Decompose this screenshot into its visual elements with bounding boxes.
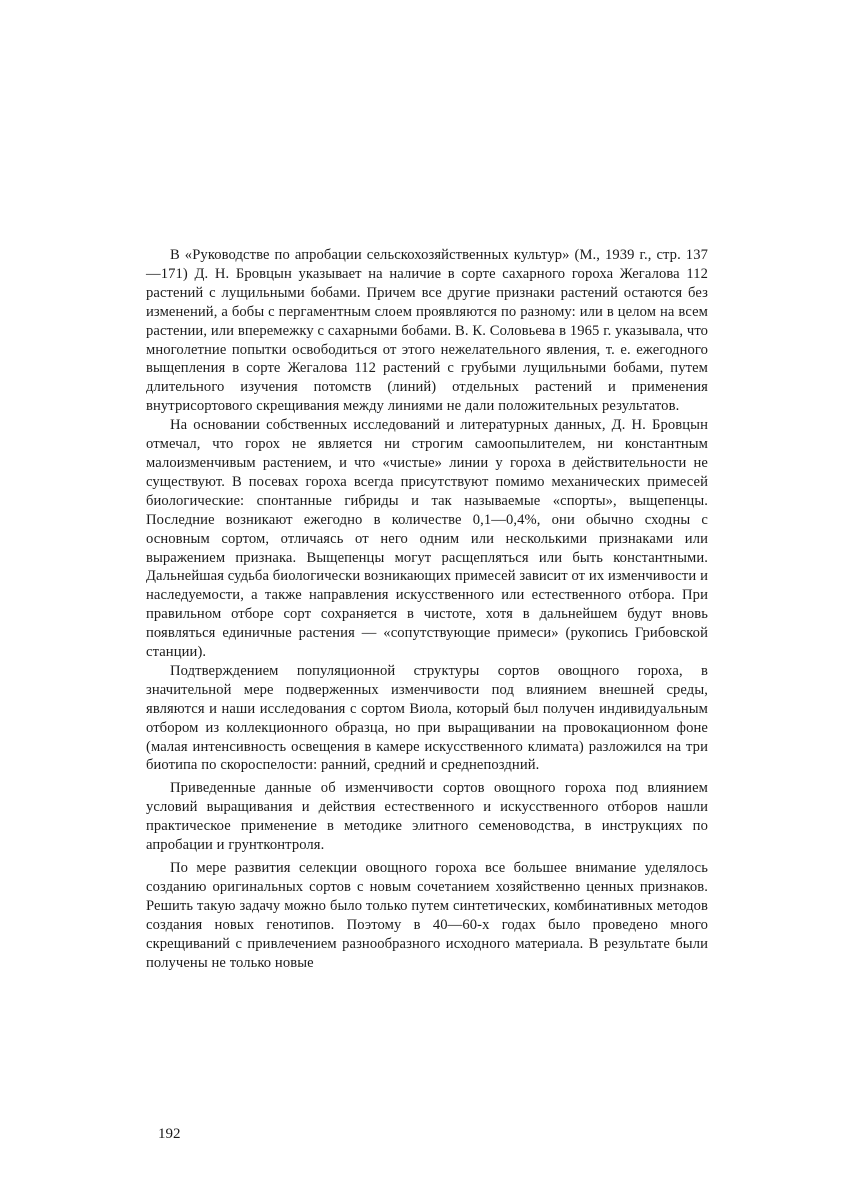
paragraph-3: Подтверждением популяционной структуры сортов овощного гороха, в значительной мере подверженных изменчивости под влиянием внешней среды, являются и наши исследования с сортом Виола, который был получен индивидуальным отбором из коллекционного образца, но при выращивании на провокационном фоне (малая интенсивность освещения в камере искусственного климата) разложился на три биотипа по скороспелости: ранний, средний и среднепоздний. <box>146 662 708 774</box>
paragraph-5: По мере развития селекции овощного гороха все большее внимание уделялось созданию оригинальных сортов с новым сочетанием хозяйственно ценных признаков. Решить такую задачу можно было только путем синтетических, комбинативных методов создания новых генотипов. Поэтому в 40—60-х годах было проведено много скрещиваний с привлечением разнообразного исходного материала. В результате были получены не только новые <box>146 860 708 971</box>
body-text <box>146 246 708 972</box>
paragraph-4: Приведенные данные об изменчивости сортов овощного гороха под влиянием условий выращивания и действия естественного и искусственного отборов нашли практическое применение в методике элитного семеноводства, в инструкциях по апробации и грунтконтроля. <box>146 780 708 854</box>
page-number: 192 <box>158 1126 181 1142</box>
paragraph-2: На основании собственных исследований и литературных данных, Д. Н. Бровцын отмечал, что горох не является ни строгим самоопылителем, ни константным малоизменчивым растением, и что «чистые» линии у гороха в действительности не существуют. В посевах гороха всегда присутствуют помимо механических примесей биологические: спонтанные гибриды и так называемые «спорты», выщепенцы. Последние возникают ежегодно в количестве 0,1—0,4%, они обычно сходны с основным сортом, отличаясь от него одним или несколькими признаками или выражением признака. Выщепенцы могут расщепляться или быть константными. Дальнейшая судьба биологически возникающих примесей зависит от их изменчивости и наследуемости, а также направления искусственного или естественного отбора. При правильном отборе сорт сохраняется в чистоте, хотя в дальнейшем будут вновь появляться единичные растения — «сопутствующие примеси» (рукопись Грибовской станции). <box>146 417 708 661</box>
paragraph-1: В «Руководстве по апробации сельскохозяйственных культур» (М., 1939 г., стр. 137—171) Д. Н. Бровцын указывает на наличие в сорте сахарного гороха Жегалова 112 растений с лущильными бобами. Причем все другие признаки растений остаются без изменений, а бобы с пергаментным слоем проявляются по разному: или в целом на всем растении, или вперемежку с сахарными бобами. В. К. Соловьева в 1965 г. указывала, что многолетние попытки освободиться от этого нежелательного явления, т. е. ежегодного выщепления в сорте Жегалова 112 растений с грубыми лущильными бобами, путем длительного изучения потомств (линий) отдельных растений и применения внутрисортового скрещивания между линиями не дали положительных результатов. <box>146 247 708 415</box>
